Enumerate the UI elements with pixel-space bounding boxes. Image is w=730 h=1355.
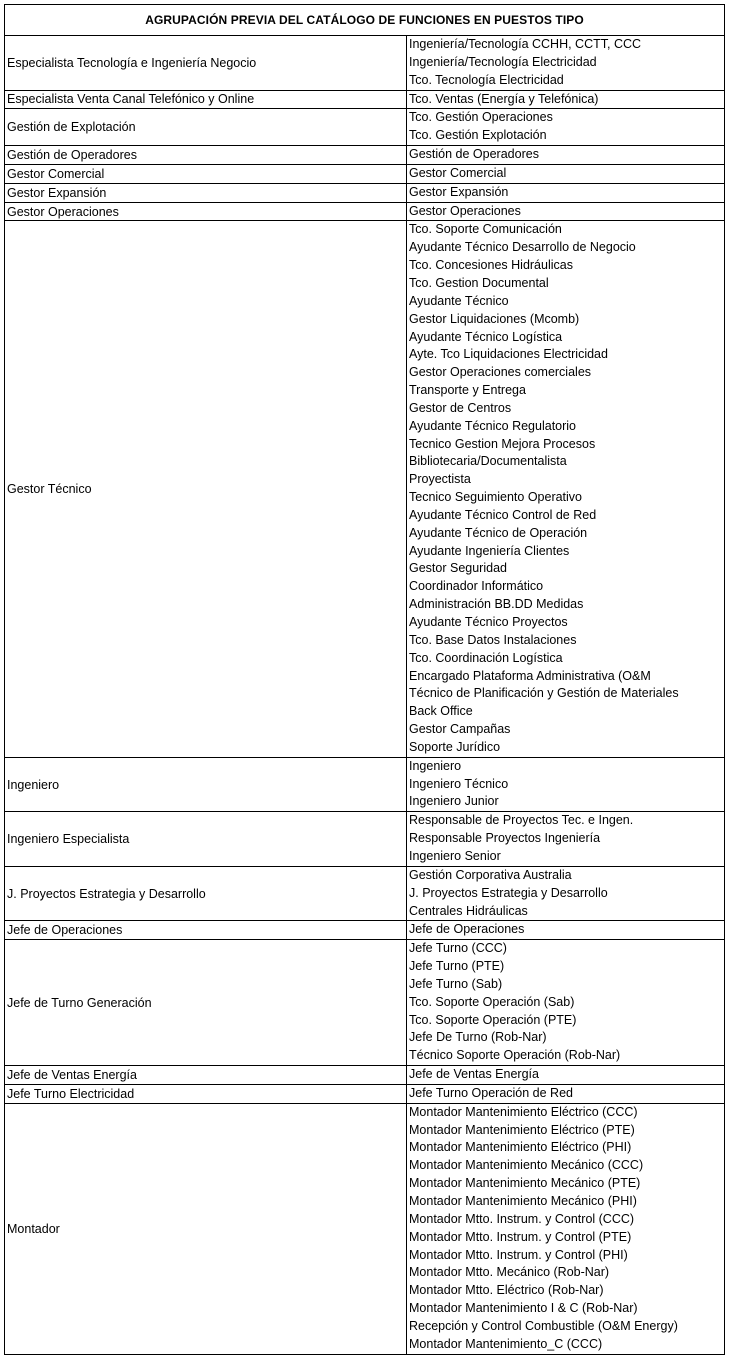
function-item: Centrales Hidráulicas <box>409 903 528 918</box>
function-item: Tco. Base Datos Instalaciones <box>409 632 577 647</box>
function-item: Técnico de Planificación y Gestión de Materiales <box>409 686 679 701</box>
function-item: Montador Mantenimiento I & C (Rob-Nar) <box>409 1301 638 1316</box>
table-title: AGRUPACIÓN PREVIA DEL CATÁLOGO DE FUNCIONES EN PUESTOS TIPO <box>5 5 725 36</box>
function-item: Transporte y Entrega <box>409 383 526 398</box>
function-item: Ayudante Técnico de Operación <box>409 525 588 540</box>
function-item: Ingeniería/Tecnología Electricidad <box>409 54 597 69</box>
function-item: Back Office <box>409 704 473 719</box>
function-item: Jefe Turno (Sab) <box>409 976 503 991</box>
group-name-cell: Gestión de Explotación <box>5 109 407 146</box>
function-item: Gestor Expansión <box>409 184 509 199</box>
functions-cell <box>407 1084 725 1103</box>
functions-cell <box>407 812 725 867</box>
function-item: Ayudante Técnico Proyectos <box>409 615 568 629</box>
function-item: Jefe De Turno (Rob-Nar) <box>409 1030 547 1045</box>
group-name-cell: Jefe de Ventas Energía <box>5 1066 407 1085</box>
group-name-cell: Jefe de Turno Generación <box>5 940 407 1066</box>
function-item: Soporte Jurídico <box>409 739 501 754</box>
functions-cell <box>407 109 725 146</box>
function-item: Ingeniero Junior <box>409 794 499 809</box>
group-name-cell: Ingeniero Especialista <box>5 812 407 867</box>
function-item: Montador Mtto. Eléctrico (Rob-Nar) <box>409 1283 604 1298</box>
function-item: Ayudante Técnico Desarrollo de Negocio <box>409 240 636 255</box>
function-item: Gestor Liquidaciones (Mcomb) <box>409 311 580 326</box>
function-item: Tco. Soporte Operación (PTE) <box>409 1012 577 1027</box>
function-item: Ingeniería/Tecnología CCHH, CCTT, CCC <box>409 37 642 51</box>
function-item: Ayudante Técnico Regulatorio <box>409 418 577 433</box>
function-item: Montador Mtto. Instrum. y Control (PHI) <box>409 1247 628 1262</box>
table-row <box>5 202 725 221</box>
table-row <box>5 146 725 165</box>
function-item: Tecnico Seguimiento Operativo <box>409 490 583 505</box>
function-item: Tco. Gestion Documental <box>409 275 549 290</box>
group-name-cell: Montador <box>5 1103 407 1354</box>
table-row <box>5 221 725 757</box>
function-item: Tco. Gestión Operaciones <box>409 110 553 125</box>
group-name-cell: Gestión de Operadores <box>5 146 407 165</box>
function-item: Gestor Operaciones <box>409 203 521 218</box>
table-row <box>5 109 725 146</box>
function-item: Montador Mantenimiento Mecánico (PTE) <box>409 1176 641 1191</box>
group-name-cell: Ingeniero <box>5 757 407 812</box>
function-item: Ayudante Ingeniería Clientes <box>409 543 570 558</box>
functions-cell <box>407 36 725 91</box>
function-item: Técnico Soporte Operación (Rob-Nar) <box>409 1048 621 1063</box>
table-row <box>5 36 725 91</box>
functions-cell <box>407 164 725 183</box>
function-item: Gestor Campañas <box>409 722 511 737</box>
table-row <box>5 183 725 202</box>
function-item: Tco. Concesiones Hidráulicas <box>409 258 573 273</box>
group-name-cell: Gestor Comercial <box>5 164 407 183</box>
table-row <box>5 921 725 940</box>
function-item: Ayudante Técnico <box>409 293 509 308</box>
title-row <box>5 5 725 36</box>
functions-cell <box>407 146 725 165</box>
functions-cell <box>407 921 725 940</box>
functions-cell <box>407 866 725 921</box>
functions-cell <box>407 202 725 221</box>
group-name-cell: Especialista Tecnología e Ingeniería Negocio <box>5 36 407 91</box>
function-item: Bibliotecaria/Documentalista <box>409 454 567 469</box>
functions-cell <box>407 221 725 757</box>
group-name-cell: J. Proyectos Estrategia y Desarrollo <box>5 866 407 921</box>
function-item: Tecnico Gestion Mejora Procesos <box>409 436 596 451</box>
function-item: Montador Mantenimiento Eléctrico (CCC) <box>409 1104 638 1119</box>
function-item: Ingeniero Técnico <box>409 776 509 791</box>
function-item: Tco. Soporte Comunicación <box>409 222 562 237</box>
function-item: Ayudante Técnico Logística <box>409 329 563 344</box>
group-name-cell: Gestor Operaciones <box>5 202 407 221</box>
function-item: Encargado Plataforma Administrativa (O&M <box>409 668 651 683</box>
group-name-cell: Gestor Técnico <box>5 221 407 757</box>
group-name-cell: Jefe de Operaciones <box>5 921 407 940</box>
function-item: Montador Mantenimiento Eléctrico (PTE) <box>409 1122 635 1137</box>
function-item: Responsable Proyectos Ingeniería <box>409 831 601 846</box>
function-catalog-table <box>4 4 725 1355</box>
function-item: Jefe Turno (CCC) <box>409 941 507 956</box>
function-item: Jefe Turno Operación de Red <box>409 1085 573 1100</box>
functions-cell <box>407 90 725 109</box>
group-name-cell: Gestor Expansión <box>5 183 407 202</box>
function-item: Coordinador Informático <box>409 579 544 594</box>
function-item: Gestor Seguridad <box>409 561 507 576</box>
function-item: Recepción y Control Combustible (O&M Energy) <box>409 1318 678 1333</box>
functions-cell <box>407 183 725 202</box>
function-item: Jefe Turno (PTE) <box>409 959 505 974</box>
function-item: Administración BB.DD Medidas <box>409 597 584 612</box>
table-row <box>5 940 725 1066</box>
table-row <box>5 1084 725 1103</box>
function-item: J. Proyectos Estrategia y Desarrollo <box>409 885 608 900</box>
table-row <box>5 90 725 109</box>
function-item: Montador Mtto. Mecánico (Rob-Nar) <box>409 1265 610 1280</box>
functions-cell <box>407 1103 725 1354</box>
function-item: Ingeniero Senior <box>409 848 501 863</box>
function-item: Montador Mantenimiento Mecánico (CCC) <box>409 1158 644 1173</box>
function-item: Tco. Soporte Operación (Sab) <box>409 994 575 1009</box>
function-item: Gestor Comercial <box>409 165 507 180</box>
function-item: Gestor Operaciones comerciales <box>409 365 592 380</box>
functions-cell <box>407 1066 725 1085</box>
function-item: Responsable de Proyectos Tec. e Ingen. <box>409 813 634 828</box>
function-item: Ayudante Técnico Control de Red <box>409 507 597 522</box>
function-item: Jefe de Operaciones <box>409 922 525 937</box>
function-item: Montador Mantenimiento Eléctrico (PHI) <box>409 1140 632 1155</box>
table-row <box>5 164 725 183</box>
function-item: Montador Mtto. Instrum. y Control (CCC) <box>409 1211 635 1226</box>
table-row <box>5 757 725 812</box>
function-item: Gestión Corporativa Australia <box>409 867 572 882</box>
function-item: Proyectista <box>409 472 471 487</box>
group-name-cell: Especialista Venta Canal Telefónico y Online <box>5 90 407 109</box>
function-item: Gestor de Centros <box>409 400 512 415</box>
table-row <box>5 1066 725 1085</box>
functions-cell <box>407 757 725 812</box>
functions-cell <box>407 940 725 1066</box>
function-item: Tco. Tecnología Electricidad <box>409 72 564 87</box>
function-item: Gestión de Operadores <box>409 147 539 162</box>
table-body <box>5 36 725 1355</box>
group-name-cell: Jefe Turno Electricidad <box>5 1084 407 1103</box>
function-item: Tco. Gestión Explotación <box>409 128 547 143</box>
table-row <box>5 866 725 921</box>
function-item: Tco. Ventas (Energía y Telefónica) <box>409 91 599 106</box>
function-item: Montador Mantenimiento_C (CCC) <box>409 1336 603 1351</box>
function-item: Tco. Coordinación Logística <box>409 650 563 665</box>
function-item: Ingeniero <box>409 758 462 773</box>
table-row <box>5 812 725 867</box>
function-item: Montador Mantenimiento Mecánico (PHI) <box>409 1194 637 1208</box>
table-row <box>5 1103 725 1354</box>
function-item: Ayte. Tco Liquidaciones Electricidad <box>409 347 608 362</box>
function-item: Montador Mtto. Instrum. y Control (PTE) <box>409 1229 632 1244</box>
function-item: Jefe de Ventas Energía <box>409 1067 539 1082</box>
